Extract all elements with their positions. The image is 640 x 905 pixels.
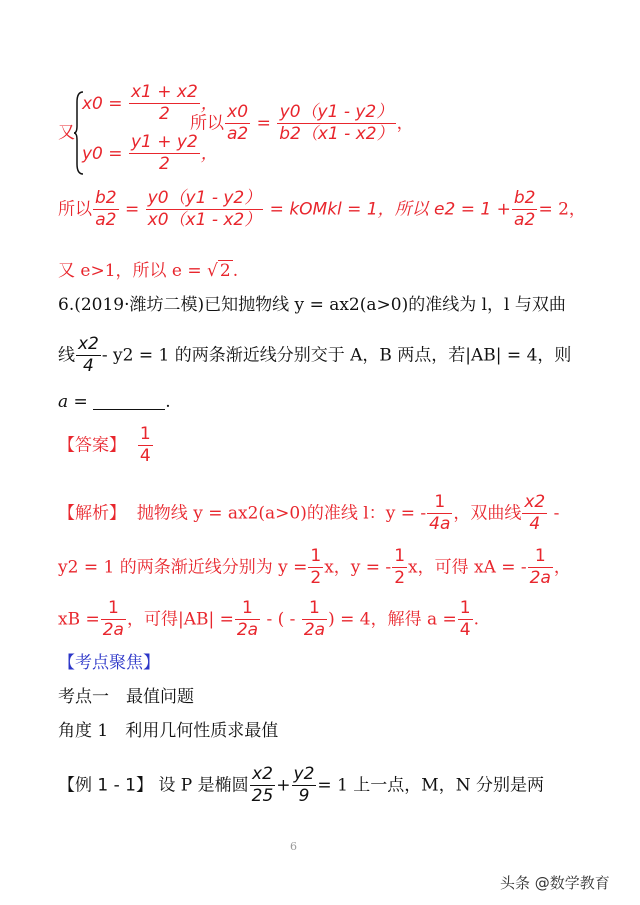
frac-y0: $\frac{y1 + y2}{2}$ — [130, 132, 198, 174]
eq-x0: x0 = $\frac{x1 + x2}{2}$ ， — [82, 82, 218, 124]
answer-value: $\frac{1}{4}$ — [139, 424, 151, 466]
question-6-line-2: 线 $\frac{x2}{4}$ - y2 = 1 的两条渐近线分别交于 A，B 两点，若|AB| = 4，则 — [58, 334, 572, 376]
you-text: 又 — [58, 123, 75, 143]
eq-e-range: 又 e>1，所以 e = √ 2 . — [58, 261, 239, 281]
question-6-line-3: a = . — [58, 392, 171, 412]
watermark: 头条 @数学教育 — [500, 874, 610, 892]
example-line: 【例 1 - 1】 设 P 是椭圆 $\frac{x2}{25}$ + $\frac{y2}{9}$ = 1 上一点，M，N 分别是两 — [58, 764, 544, 806]
eq-suoyi-2: 所以 $\frac{b2}{a2}$ = $\frac{y0(y1 - y2)}{x0(x1 - x2)}$ = kOMkl = 1，所以 e2 = 1 + $\frac{b2}{a2}$ = 2， — [58, 188, 586, 230]
page-number: 6 — [290, 840, 297, 853]
analysis-line-1: 【解析】 抛物线 y = ax2(a>0)的准线 l：y = - $\frac{1}{4a}$ ，双曲线 $\frac{x2}{4}$ - — [58, 492, 560, 534]
kaodian-label: 【考点聚焦】 — [58, 653, 160, 673]
answer-line — [58, 426, 154, 466]
line-you — [58, 118, 75, 143]
eq-suoyi-1: 所以 $\frac{x0}{a2}$ = $\frac{y0(y1 - y2)}{b2(x1 - x2)}$ ， — [190, 102, 414, 144]
example-label: 【例 1 - 1】 — [58, 775, 153, 796]
kaodian-point-1: 考点一 最值问题 — [58, 687, 194, 707]
question-6-line-1: 6.(2019·潍坊二模)已知抛物线 y = ax2(a>0)的准线为 l，l 与双曲 — [58, 295, 566, 315]
analysis-line-3: xB = $\frac{1}{2a}$ ，可得|AB| = $\frac{1}{2a}$ - ( - $\frac{1}{2a}$ ) = 4，解得 a = $\frac{1}{4}$ . — [58, 598, 479, 640]
sqrt-2: √ 2 — [207, 261, 231, 281]
frac-x0: $\frac{x1 + x2}{2}$ — [130, 82, 198, 124]
kaodian-angle-1: 角度 1 利用几何性质求最值 — [58, 721, 279, 741]
analysis-line-2: y2 = 1 的两条渐近线分别为 y = $\frac{1}{2}$ x，y = - $\frac{1}{2}$ x，可得 xA = - $\frac{1}{2a}$ ， — [58, 546, 571, 588]
answer-blank — [93, 393, 165, 410]
eq-y0: y0 = $\frac{y1 + y2}{2}$ ， — [82, 132, 218, 174]
answer-label: 【答案】 — [58, 435, 126, 456]
analysis-label: 【解析】 — [58, 503, 126, 524]
